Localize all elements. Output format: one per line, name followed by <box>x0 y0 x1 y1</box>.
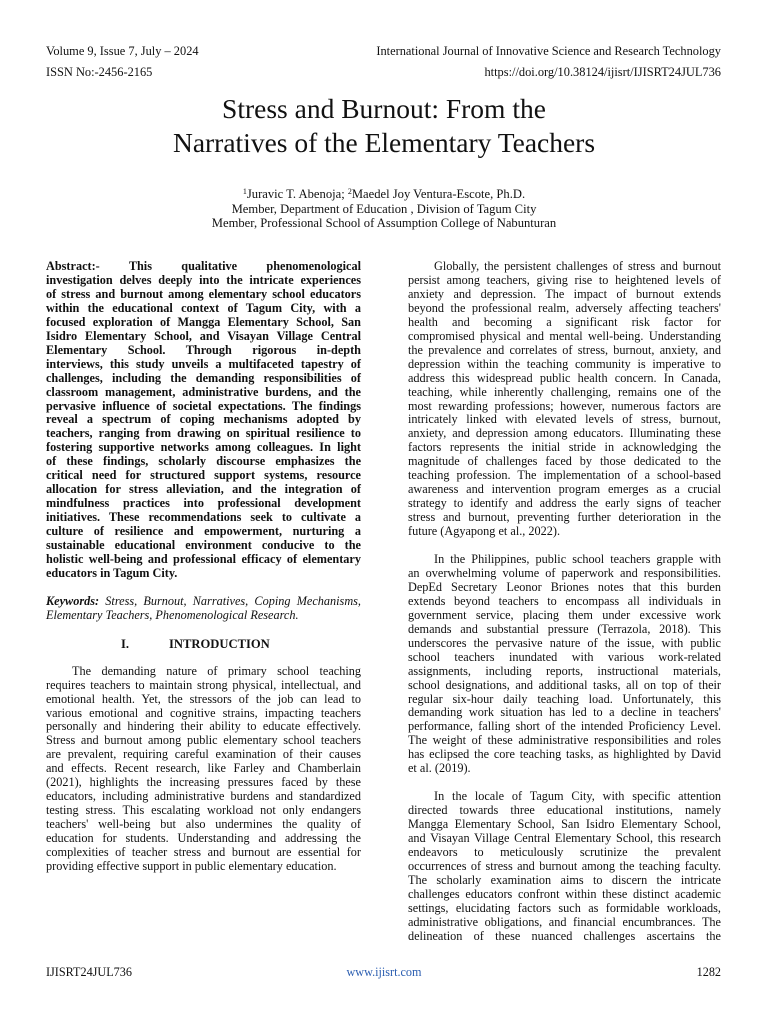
paper-title-line: Stress and Burnout: From the <box>222 93 546 124</box>
introduction-paragraph <box>46 665 361 874</box>
text-line: Abstract:- This qualitative phenomenological <box>46 259 361 273</box>
text-line: of stress and burnout among elementary school educators <box>46 286 361 301</box>
keywords-text: Elementary Teachers, Phenomenological Research. <box>46 607 299 622</box>
body-paragraph <box>408 790 721 943</box>
text-line: challenges, including the demanding responsibilities of <box>46 370 361 385</box>
text-line: et al. (2019). <box>408 761 471 776</box>
text-line: educators in Tagum City. <box>46 565 178 580</box>
text-line: and effects. Recent research, like Farley and Chamberlain <box>46 761 361 776</box>
text-line: The scholarly examination aims to discern the intricate <box>408 872 721 887</box>
text-line: Globally, the persistent challenges of stress and burnout <box>434 259 721 273</box>
text-line: persist among teachers, giving rise to heightened levels of <box>408 272 721 287</box>
text-line: anxiety, and depression among educators. Illuminating these <box>408 426 721 441</box>
abstract <box>46 260 361 581</box>
keywords-text: Stress, Burnout, Narratives, Coping Mechanisms, <box>99 593 361 608</box>
text-line: mindfulness practices into professional development <box>46 496 361 511</box>
text-line: depression within the teaching community is imperative to <box>408 356 721 371</box>
text-line: anxiety and depression. The impact of burnout extends <box>408 286 721 301</box>
body-paragraph <box>408 553 721 776</box>
text-line: stress and burnout, preventing further deterioration in the <box>408 510 721 525</box>
text-line: complexities of teacher stress and burnout are essential for <box>46 845 361 860</box>
text-line: requires teachers to maintain strong physical, intellectual, and <box>46 677 361 692</box>
text-line: the prevalence and correlates of stress, burnout, anxiety, and <box>408 342 721 357</box>
footer-page-number: 1282 <box>696 965 721 979</box>
section-number: I. <box>121 636 130 651</box>
text-line: are prevalent, requiring careful examination of their causes <box>46 747 361 762</box>
author-affiliation: Member, Professional School of Assumption College of Nabunturan <box>211 216 557 231</box>
text-line: The weight of these administrative responsibilities and roles <box>408 733 721 748</box>
text-line: an overwhelming volume of paperwork and responsibilities. <box>408 565 721 580</box>
text-line: occurrences of stress and burnout among the teaching faculty. <box>408 858 721 873</box>
text-line: within the educational context of Tagum City, with a <box>46 300 361 315</box>
text-line: regular six-hour daily teaching load. Unfortunately, this <box>408 691 721 706</box>
paper-title <box>0 92 768 160</box>
text-line: various emotional and cognitive strains, impacting teachers <box>46 705 361 720</box>
text-line: interviews, this study unveils a multifaceted tapestry of <box>46 356 361 371</box>
text-line: government service, placing them under excessive work <box>408 607 721 622</box>
right-column <box>408 260 721 944</box>
text-line: extends beyond teachers to encompass all individuals in <box>408 593 721 608</box>
text-line: emotional health. Yet, the stressors of the job can lead to <box>46 691 361 706</box>
text-line: pervasive influence of societal expectations. The findings <box>46 398 361 413</box>
text-line: testing stress. This escalating workload not only endangers <box>46 803 361 818</box>
author-1-name: Juravic T. Abenoja; <box>246 187 348 201</box>
text-line: sustainable educational environment conducive to the <box>46 538 361 553</box>
text-line: teaching profession. The implementation of a school-based <box>408 468 721 483</box>
text-line: The demanding nature of primary school teaching <box>72 663 361 678</box>
text-line: intricately linked with elevated levels of stress, burnout, <box>408 412 721 427</box>
text-line: address this widespread public health concern. In Canada, <box>408 370 721 385</box>
text-line: providing effective support in public elementary education. <box>46 858 337 873</box>
author-affiliation: Member, Department of Education , Division of Tagum City <box>231 201 537 216</box>
keywords-label: Keywords: <box>46 593 100 608</box>
text-line: factors represents the initial stride in acknowledging the <box>408 440 721 455</box>
text-line: endeavors to meticulously scrutinize the prevalent <box>408 845 721 859</box>
text-line: allocation for stress alleviation, and the integration of <box>46 482 361 497</box>
text-line: culture of resilience and empowerment, nurturing a <box>46 524 361 539</box>
text-line: investigation delves deeply into the intricate experiences <box>46 272 361 287</box>
author-2-name: Maedel Joy Ventura-Escote, Ph.D. <box>351 187 526 201</box>
header-journal-name: International Journal of Innovative Science and Research Technology <box>376 44 721 58</box>
text-line: assignments, including reports, instructional materials, <box>408 663 721 678</box>
text-line: reveal a spectrum of coping mechanisms adopted by <box>46 412 361 427</box>
body-paragraph <box>408 260 721 539</box>
text-line: teachers, ranging from drawing on spiritual resilience to <box>46 426 361 441</box>
text-line: and Visayan Village Central Elementary School, this research <box>408 831 721 846</box>
header-doi-link[interactable]: https://doi.org/10.38124/ijisrt/IJISRT24JUL736 <box>484 65 721 79</box>
text-line: performance, falling short of the intended Proficiency Level. <box>408 719 721 734</box>
text-line: compromised physical and mental well-being. Understanding <box>408 328 721 343</box>
text-line: Mangga Elementary School, San Isidro Elementary School, <box>408 817 721 832</box>
text-line: school teachers inundated with various work-related <box>408 649 721 664</box>
text-line: Isidro Elementary School, and Visayan Village Central <box>46 328 361 343</box>
footer-article-id: IJISRT24JUL736 <box>46 965 132 979</box>
footer-website-link[interactable]: www.ijisrt.com <box>346 965 422 979</box>
text-line: (2021), highlights the increasing pressures faced by these <box>46 775 361 790</box>
text-line: teachers' well-being but also undermines the quality of <box>46 817 361 832</box>
text-line: directed towards three educational institutions, namely <box>408 803 721 818</box>
text-line: classroom management, administrative burdens, and the <box>46 384 361 399</box>
keywords <box>46 595 361 623</box>
text-line: education for students. Understanding and addressing the <box>46 831 361 846</box>
text-line: In the Philippines, public school teachers grapple with <box>434 552 721 566</box>
header-issn: ISSN No:-2456-2165 <box>46 65 153 79</box>
author-block <box>0 187 768 231</box>
text-line: holistic well-being and professional efficacy of elementary <box>46 552 361 567</box>
text-line: focused exploration of Mangga Elementary School, San <box>46 314 361 329</box>
text-line: beyond the professional realm, adversely affecting teachers' <box>408 300 721 315</box>
text-line: future (Agyapong et al., 2022). <box>408 524 561 539</box>
text-line: In the locale of Tagum City, with specific attention <box>434 789 721 804</box>
text-line: fostering supportive networks among colleagues. In light <box>46 440 361 455</box>
text-line: strategy to identify and address the early signs of teacher <box>408 496 721 511</box>
text-line: administrative obligations, and financial encumbrances. The <box>408 914 721 929</box>
text-line: delineation of these nuanced challenges ascertains the <box>408 928 721 943</box>
text-line: teaching, while inherently challenging, remains one of the <box>408 384 721 399</box>
text-line: school designations, and additional tasks, all on top of their <box>408 677 721 692</box>
author-1-superscript: 1 <box>242 187 247 196</box>
text-line: most rewarding professions; however, numerous factors are <box>408 398 721 413</box>
author-names <box>0 187 768 202</box>
text-line: health and becoming a significant risk factor for <box>408 314 721 329</box>
left-column <box>46 260 361 874</box>
section-heading-introduction <box>46 637 361 651</box>
text-line: magnitude of challenges faced by those dedicated to the <box>408 454 721 469</box>
header-volume-issue: Volume 9, Issue 7, July – 2024 <box>46 44 199 58</box>
text-line: personally and hindering their ability to educate effectively. <box>46 719 361 734</box>
text-line: has eclipsed the core teaching tasks, as highlighted by David <box>408 747 721 762</box>
text-line: Elementary School. Through rigorous in-depth <box>46 342 361 357</box>
paper-title-line: Narratives of the Elementary Teachers <box>172 127 596 158</box>
text-line: DepEd Secretary Leonor Briones notes that this burden <box>408 579 721 594</box>
text-line: underscores the pervasive nature of the issue, with public <box>408 635 721 650</box>
text-line: educators, including administrative burdens and standardized <box>46 789 361 804</box>
author-2-superscript: 2 <box>347 187 352 196</box>
text-line: Stress and burnout among public elementary school teachers <box>46 733 361 748</box>
text-line: settings, elucidating factors such as formidable workloads, <box>408 900 721 915</box>
text-line: awareness and intervention program emerges as a crucial <box>408 482 721 497</box>
text-line: demands and substantial pressure (Terrazola, 2018). This <box>408 621 721 636</box>
text-line: critical need for structured support systems, resource <box>46 468 361 483</box>
text-line: initiatives. These recommendations seek to cultivate a <box>46 510 361 525</box>
text-line: demanding work situation has led to a decline in teachers' <box>408 705 721 720</box>
text-line: of these findings, scholarly discourse emphasizes the <box>46 454 361 469</box>
text-line: challenges educators confront within these distinct academic <box>408 886 721 901</box>
section-heading-text: INTRODUCTION <box>169 636 270 651</box>
